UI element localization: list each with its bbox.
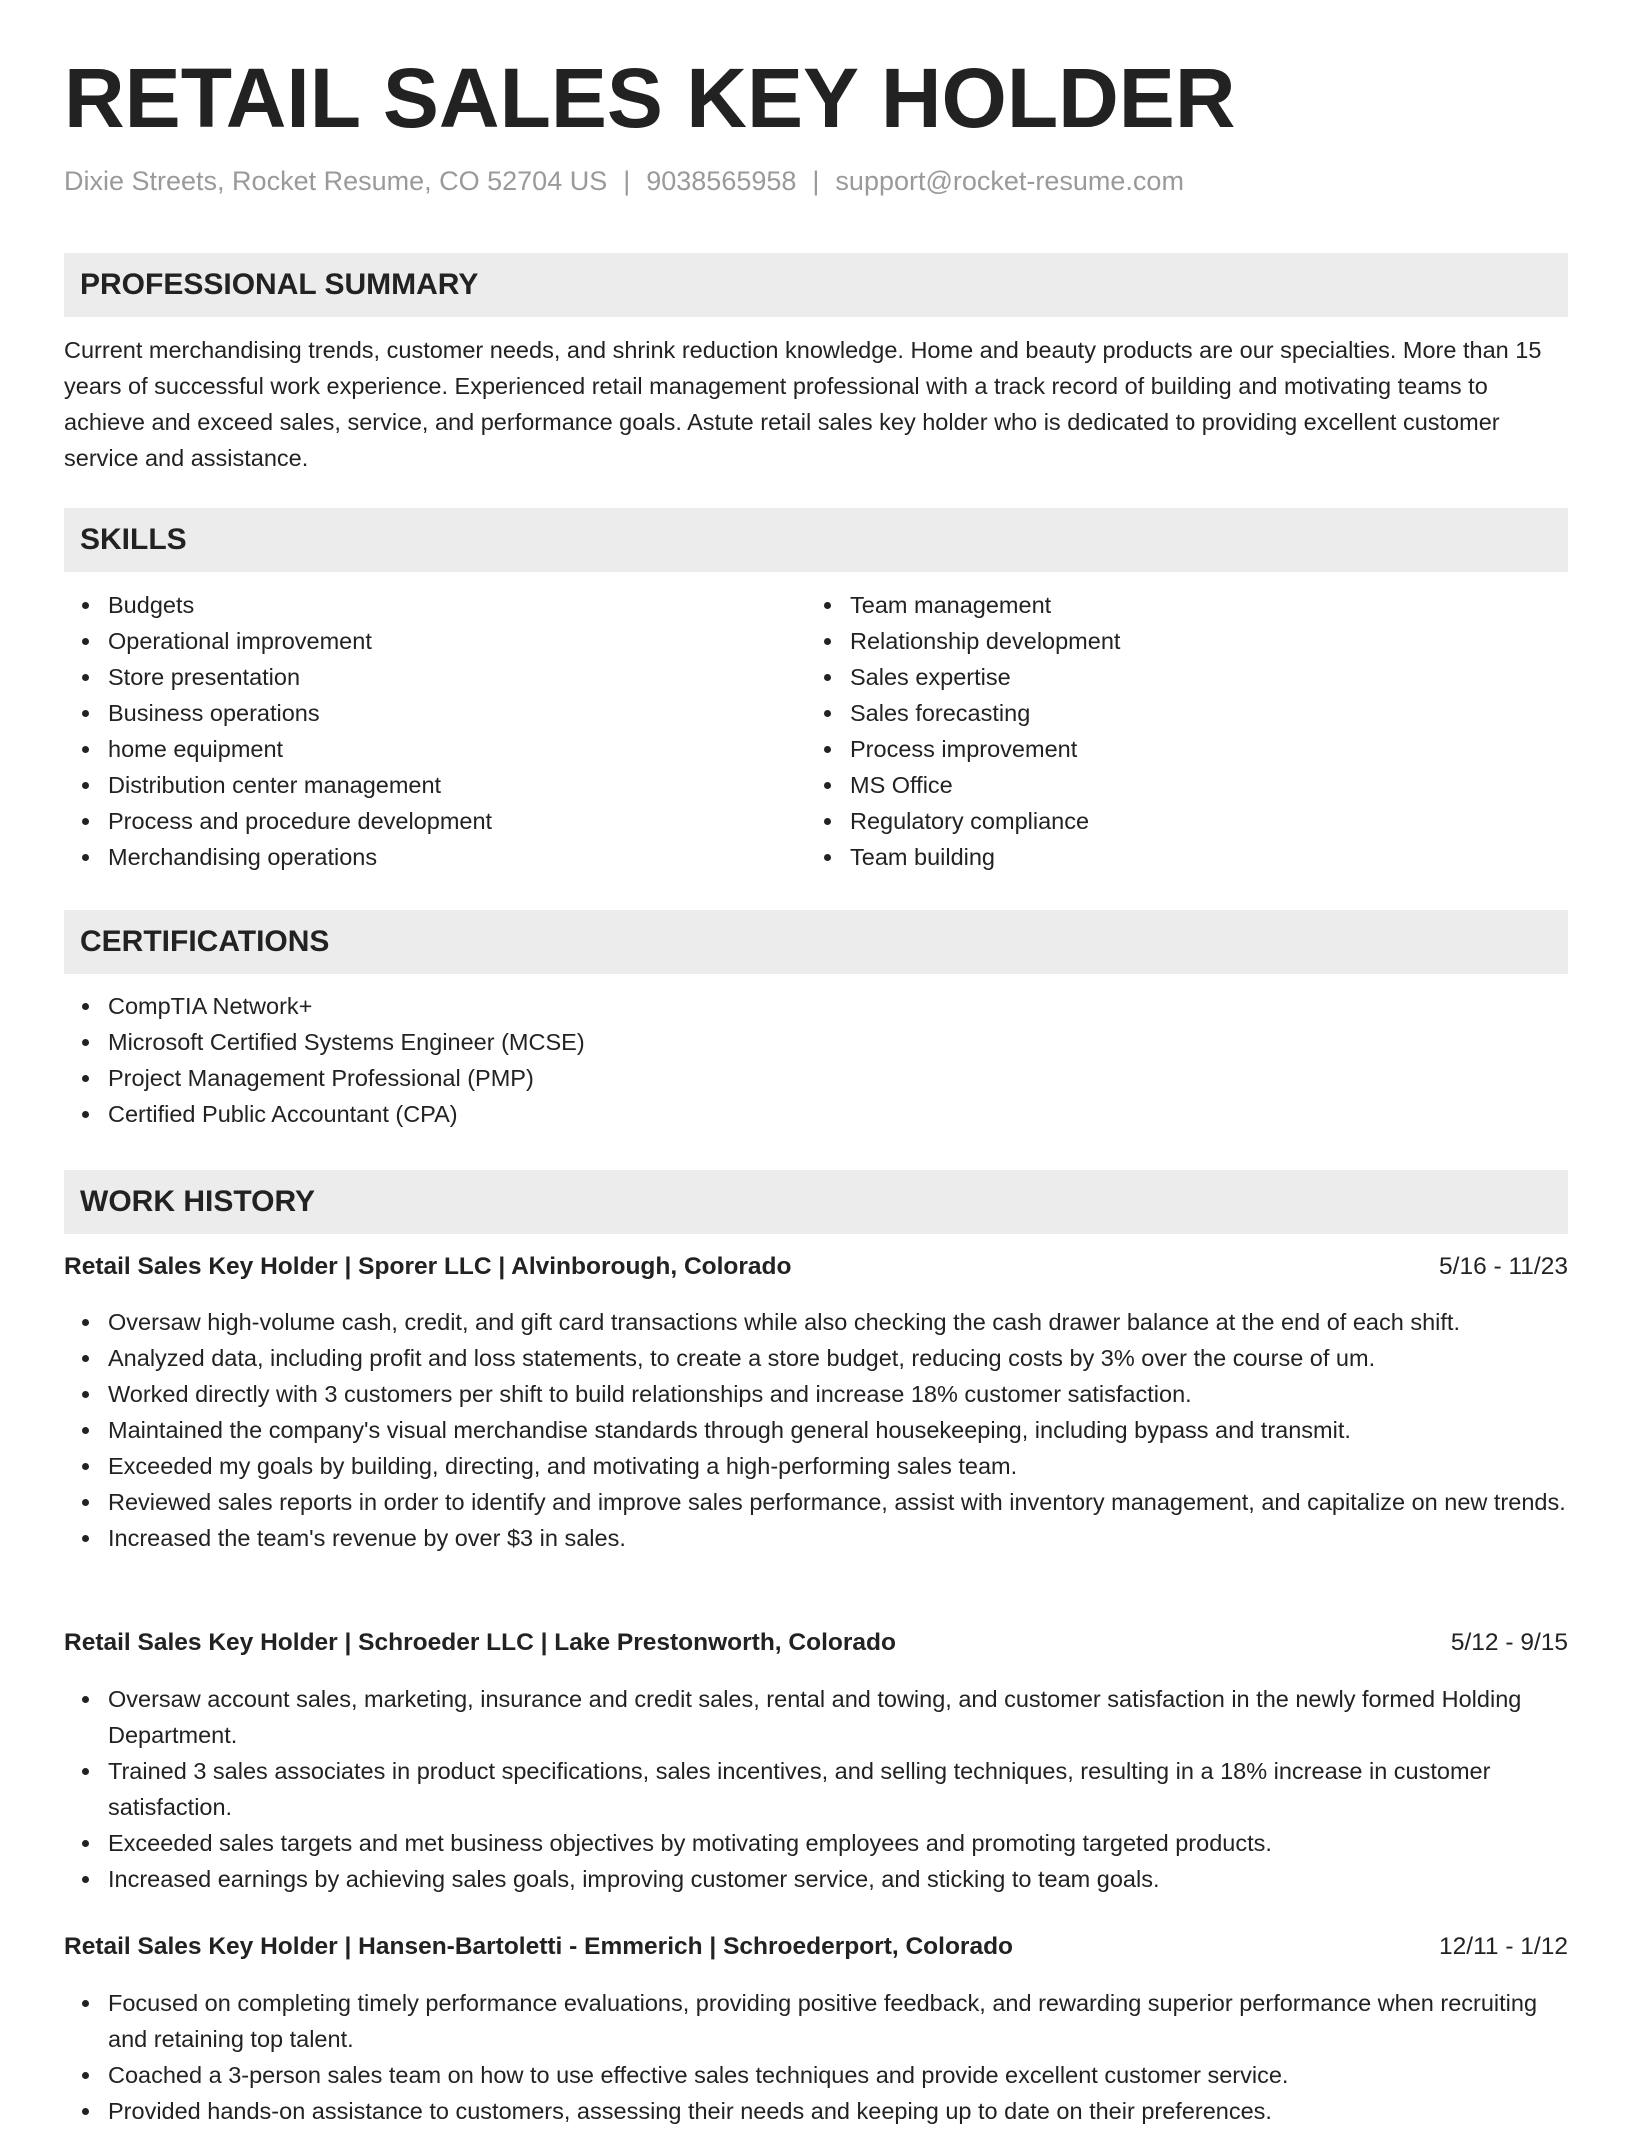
job-title: Retail Sales Key Holder | Sporer LLC | Alvinborough, Colorado	[64, 1253, 792, 1280]
skill-item: Process and procedure development	[108, 803, 808, 839]
job-bullet: Increased the team's revenue by over $3 in sales.	[108, 1520, 1568, 1556]
job-bullet: Coached a 3-person sales team on how to use effective sales techniques and provide excellent customer service.	[108, 2057, 1568, 2093]
skill-item: Relationship development	[850, 623, 1570, 659]
summary-text: Current merchandising trends, customer needs, and shrink reduction knowledge. Home and beauty products are our specialties. More than 15 years of successful work experience. Experienced retail management professional with a track record of building and motivating teams to achieve and exceed sales, service, and performance goals. Astute retail sales key holder who is dedicated to providing excellent customer service and assistance.	[64, 337, 1542, 471]
skill-item: Process improvement	[850, 731, 1570, 767]
job-bullets	[64, 1681, 1568, 1897]
skill-item: Regulatory compliance	[850, 803, 1570, 839]
job-dates: 5/16 - 11/23	[1439, 1253, 1568, 1280]
skill-item: Sales expertise	[850, 659, 1570, 695]
skill-item: Store presentation	[108, 659, 808, 695]
certifications-header: CERTIFICATIONS	[64, 910, 1568, 974]
skill-item: Distribution center management	[108, 767, 808, 803]
certifications-list	[64, 988, 1568, 1132]
job-bullet: Trained 3 sales associates in product specifications, sales incentives, and selling techniques, resulting in a 18% increase in customer satisfaction.	[108, 1753, 1568, 1825]
skill-item: Team management	[850, 587, 1570, 623]
work-history-header: WORK HISTORY	[64, 1170, 1568, 1234]
resume-name: RETAIL SALES KEY HOLDER	[64, 51, 1236, 145]
contact-line	[64, 166, 1184, 197]
contact-address: Dixie Streets, Rocket Resume, CO 52704 US	[64, 166, 608, 196]
skill-item: Business operations	[108, 695, 808, 731]
contact-separator: |	[623, 166, 631, 196]
skill-item: MS Office	[850, 767, 1570, 803]
job-bullet: Provided hands-on assistance to customers, assessing their needs and keeping up to date on their preferences.	[108, 2093, 1568, 2129]
skill-item: Operational improvement	[108, 623, 808, 659]
job-dates: 12/11 - 1/12	[1439, 1933, 1568, 1960]
job-title: Retail Sales Key Holder | Schroeder LLC | Lake Prestonworth, Colorado	[64, 1629, 896, 1656]
job-bullet: Oversaw high-volume cash, credit, and gift card transactions while also checking the cash drawer balance at the end of each shift.	[108, 1304, 1568, 1340]
skill-item: Team building	[850, 839, 1570, 875]
skills-list-left	[64, 587, 808, 875]
job-title: Retail Sales Key Holder | Hansen-Bartoletti - Emmerich | Schroederport, Colorado	[64, 1933, 1014, 1960]
summary-header: PROFESSIONAL SUMMARY	[64, 253, 1568, 317]
job-bullet: Exceeded my goals by building, directing, and motivating a high-performing sales team.	[108, 1448, 1568, 1484]
job-bullet: Worked directly with 3 customers per shift to build relationships and increase 18% customer satisfaction.	[108, 1376, 1568, 1412]
job-bullets	[64, 1304, 1568, 1556]
skills-list-right	[806, 587, 1570, 875]
job-bullet: Increased earnings by achieving sales goals, improving customer service, and sticking to team goals.	[108, 1861, 1568, 1897]
job-bullet: Oversaw account sales, marketing, insurance and credit sales, rental and towing, and customer satisfaction in the newly formed Holding Department.	[108, 1681, 1568, 1753]
skill-item: Merchandising operations	[108, 839, 808, 875]
skills-header: SKILLS	[64, 508, 1568, 572]
contact-separator: |	[812, 166, 820, 196]
skill-item: home equipment	[108, 731, 808, 767]
job-dates: 5/12 - 9/15	[1450, 1629, 1568, 1656]
certification-item: Certified Public Accountant (CPA)	[108, 1096, 1568, 1132]
certification-item: Microsoft Certified Systems Engineer (MCSE)	[108, 1024, 1568, 1060]
job-bullet: Focused on completing timely performance evaluations, providing positive feedback, and rewarding superior performance when recruiting and retaining top talent.	[108, 1985, 1568, 2057]
job-bullet: Maintained the company's visual merchandise standards through general housekeeping, including bypass and transmit.	[108, 1412, 1568, 1448]
contact-phone: 9038565958	[646, 166, 797, 196]
certification-item: Project Management Professional (PMP)	[108, 1060, 1568, 1096]
job-bullets	[64, 1985, 1568, 2129]
job-bullet: Exceeded sales targets and met business objectives by motivating employees and promoting targeted products.	[108, 1825, 1568, 1861]
job-bullet: Analyzed data, including profit and loss statements, to create a store budget, reducing costs by 3% over the course of um.	[108, 1340, 1568, 1376]
skill-item: Budgets	[108, 587, 808, 623]
job-bullet: Reviewed sales reports in order to identify and improve sales performance, assist with inventory management, and capitalize on new trends.	[108, 1484, 1568, 1520]
skill-item: Sales forecasting	[850, 695, 1570, 731]
certification-item: CompTIA Network+	[108, 988, 1568, 1024]
contact-email: support@rocket-resume.com	[835, 166, 1184, 196]
